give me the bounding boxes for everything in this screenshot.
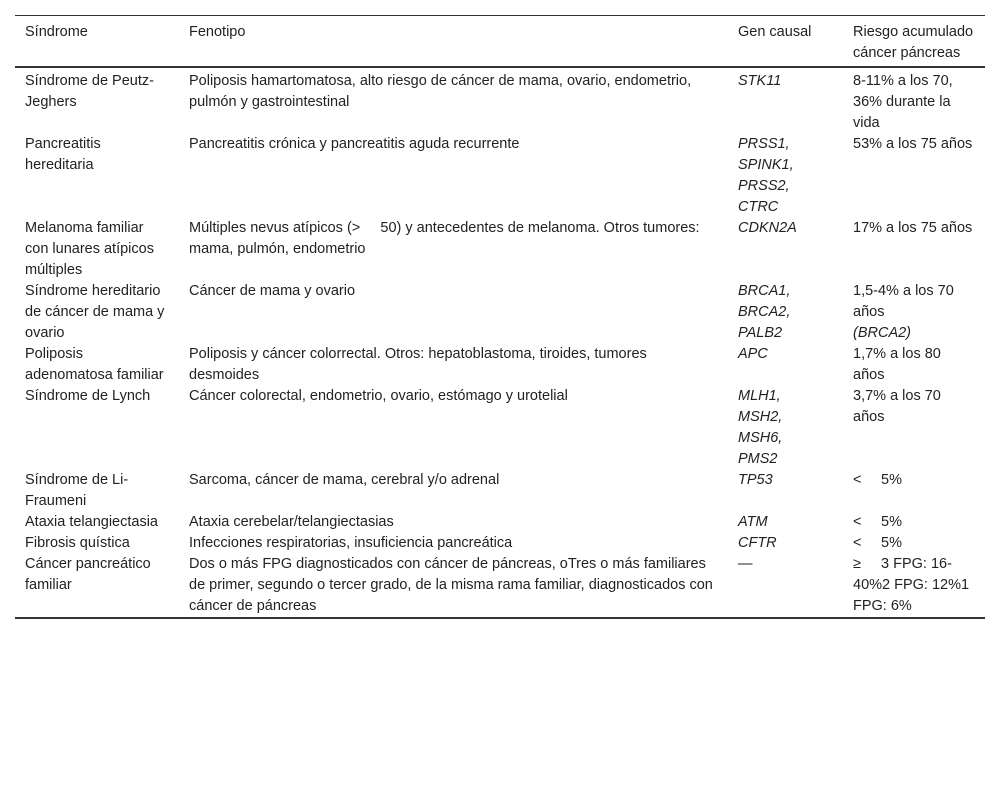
gene-cell xyxy=(728,512,843,533)
risk-cell xyxy=(843,281,985,344)
header-row xyxy=(15,16,985,68)
header-syndrome: Síndrome xyxy=(25,24,88,40)
risk-value: 1,5-4% a los 70 años xyxy=(853,283,954,320)
gene-name: ATM xyxy=(738,514,768,530)
risk-value-line xyxy=(853,220,972,236)
gene-name: — xyxy=(738,556,753,572)
risk-value-line xyxy=(853,556,969,614)
phenotype-cell: Pancreatitis crónica y pancreatitis aguda recurrente xyxy=(189,136,520,152)
gene-cell xyxy=(728,134,843,218)
table-row xyxy=(15,134,985,218)
phenotype-cell: Poliposis hamartomatosa, alto riesgo de cáncer de mama, ovario, endometrio, pulmón y gastrointestinal xyxy=(189,73,692,110)
gene-name: PALB2 xyxy=(738,325,783,341)
gene-name: PMS2 xyxy=(738,451,778,467)
gene-name: STK11 xyxy=(738,73,782,89)
table-row xyxy=(15,554,985,618)
gene-name: SPINK1, xyxy=(738,157,794,173)
risk-symbol: < xyxy=(853,514,862,530)
gene-name: MSH6, xyxy=(738,430,783,446)
table-row xyxy=(15,512,985,533)
risk-value-line xyxy=(853,283,954,320)
risk-value: 3 FPG: 16-40%2 FPG: 12%1 FPG: 6% xyxy=(853,556,970,614)
risk-cell xyxy=(843,386,985,470)
risk-symbol: ≥ xyxy=(853,556,861,572)
risk-symbol: < xyxy=(853,535,862,551)
header-risk: Riesgo acumulado cáncer páncreas xyxy=(853,24,974,61)
gene-cell xyxy=(728,386,843,470)
risk-cell xyxy=(843,554,985,618)
syndrome-cell: Síndrome de Lynch xyxy=(25,388,151,404)
table-row xyxy=(15,344,985,386)
syndrome-cell: Poliposis adenomatosa familiar xyxy=(25,346,164,383)
syndrome-cell: Ataxia telangiectasia xyxy=(25,514,158,530)
phenotype-cell: Cáncer colorectal, endometrio, ovario, estómago y urotelial xyxy=(189,388,568,404)
gene-name: MLH1, xyxy=(738,388,781,404)
header-gene: Gen causal xyxy=(738,24,812,40)
risk-symbol: < xyxy=(853,472,862,488)
table-header xyxy=(15,16,985,68)
syndrome-cell: Pancreatitis hereditaria xyxy=(25,136,101,173)
header-phenotype: Fenotipo xyxy=(189,24,246,40)
phenotype-cell: Ataxia cerebelar/telangiectasias xyxy=(189,514,394,530)
risk-value: 3,7% a los 70 años xyxy=(853,388,941,425)
gene-name: CFTR xyxy=(738,535,777,551)
risk-cell xyxy=(843,67,985,134)
risk-value-line xyxy=(853,346,941,383)
risk-value-line xyxy=(853,535,902,551)
risk-cell xyxy=(843,512,985,533)
gene-name: BRCA1, xyxy=(738,283,791,299)
risk-value: 5% xyxy=(881,472,902,488)
table-row xyxy=(15,218,985,281)
risk-cell xyxy=(843,218,985,281)
syndrome-cell: Cáncer pancreático familiar xyxy=(25,556,151,593)
gene-cell xyxy=(728,554,843,618)
phenotype-cell: Dos o más FPG diagnosticados con cáncer de páncreas, oTres o más familiares de primer, segundo o tercer grado, de la misma rama familiar, diagnosticados con cáncer de páncreas xyxy=(189,556,713,614)
gene-name: CDKN2A xyxy=(738,220,797,236)
risk-cell xyxy=(843,134,985,218)
risk-cell xyxy=(843,533,985,554)
risk-value: 1,7% a los 80 años xyxy=(853,346,941,383)
risk-note: (BRCA2) xyxy=(853,325,912,341)
risk-cell xyxy=(843,470,985,512)
phenotype-cell: Sarcoma, cáncer de mama, cerebral y/o adrenal xyxy=(189,472,500,488)
syndrome-cell: Fibrosis quística xyxy=(25,535,130,551)
risk-value-line xyxy=(853,388,941,425)
risk-value-line xyxy=(853,136,972,152)
risk-value: 17% a los 75 años xyxy=(853,220,973,236)
gene-name: BRCA2, xyxy=(738,304,791,320)
risk-value-line xyxy=(853,514,902,530)
gene-name: PRSS2, xyxy=(738,178,790,194)
risk-value: 8-11% a los 70, 36% durante la vida xyxy=(853,73,953,131)
phenotype-cell: Infecciones respiratorias, insuficiencia pancreática xyxy=(189,535,513,551)
risk-value-line xyxy=(853,73,953,131)
table-row xyxy=(15,281,985,344)
gene-cell xyxy=(728,281,843,344)
phenotype-cell: Múltiples nevus atípicos (> 50) y antecedentes de melanoma. Otros tumores: mama, pulmón, endometrio xyxy=(189,220,700,257)
phenotype-cell: Cáncer de mama y ovario xyxy=(189,283,356,299)
gene-name: MSH2, xyxy=(738,409,783,425)
risk-cell xyxy=(843,344,985,386)
syndrome-cell: Síndrome de Li-Fraumeni xyxy=(25,472,129,509)
risk-value-line xyxy=(853,472,902,488)
syndrome-cell: Melanoma familiar con lunares atípicos múltiples xyxy=(25,220,154,278)
gene-cell xyxy=(728,67,843,134)
syndrome-cell: Síndrome hereditario de cáncer de mama y ovario xyxy=(25,283,165,341)
phenotype-cell: Poliposis y cáncer colorrectal. Otros: hepatoblastoma, tiroides, tumores desmoides xyxy=(189,346,647,383)
gene-cell xyxy=(728,533,843,554)
table-row xyxy=(15,386,985,470)
gene-cell xyxy=(728,218,843,281)
syndrome-cell: Síndrome de Peutz-Jeghers xyxy=(25,73,154,110)
gene-name: PRSS1, xyxy=(738,136,790,152)
gene-name: CTRC xyxy=(738,199,779,215)
risk-value: 5% xyxy=(881,514,902,530)
risk-value: 5% xyxy=(881,535,902,551)
table-body xyxy=(15,67,985,618)
risk-value: 53% a los 75 años xyxy=(853,136,973,152)
table-row xyxy=(15,533,985,554)
table-row xyxy=(15,67,985,134)
table-row xyxy=(15,470,985,512)
gene-name: APC xyxy=(738,346,768,362)
gene-name: TP53 xyxy=(738,472,773,488)
hereditary-syndromes-table xyxy=(15,15,985,619)
gene-cell xyxy=(728,470,843,512)
syndrome-table-container xyxy=(15,15,985,619)
gene-cell xyxy=(728,344,843,386)
